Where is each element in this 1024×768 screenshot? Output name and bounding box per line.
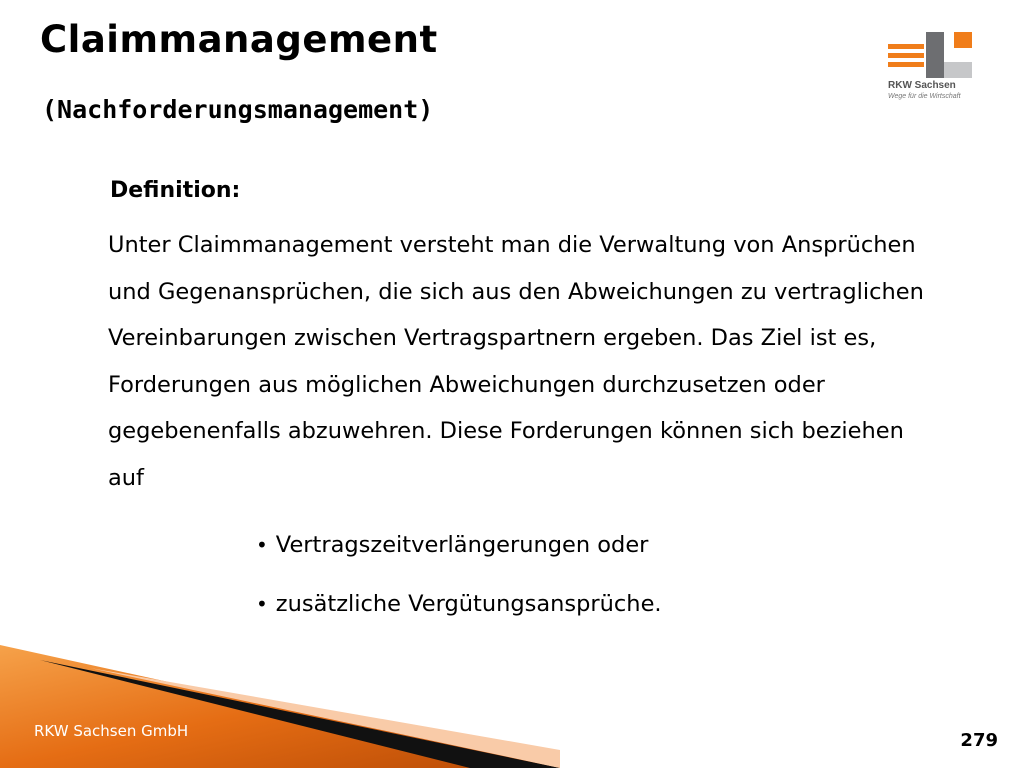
definition-heading: Definition: — [110, 178, 241, 203]
bullet-icon: • — [256, 592, 268, 616]
page-title: Claimmanagement — [40, 18, 438, 61]
definition-paragraph: Unter Claimmanagement versteht man die Verwaltung von Ansprüchen und Gegenansprüchen, die sich aus den Abweichungen zu vertraglichen Vereinbarungen zwischen Vertragspartnern ergeben. Das Ziel ist es, Forderungen aus möglichen Abweichungen durchzusetzen oder gegebenenfalls abzuwehren. Diese Forderungen können sich beziehen auf — [108, 232, 924, 491]
bullet-text: Vertragszeitverlängerungen oder — [275, 532, 649, 558]
page-number: 279 — [960, 730, 998, 751]
list-item — [256, 526, 662, 585]
decorative-swoosh — [0, 640, 560, 768]
logo-tagline: Wege für die Wirtschaft — [888, 93, 961, 100]
bullet-text: zusätzliche Vergütungsansprüche. — [275, 591, 662, 617]
footer-company: RKW Sachsen GmbH — [34, 722, 189, 740]
logo-name: RKW Sachsen — [888, 80, 956, 91]
page-subtitle: (Nachforderungsmanagement) — [42, 95, 434, 124]
bullet-icon: • — [256, 533, 268, 557]
bullet-list — [256, 526, 662, 644]
list-item — [256, 585, 662, 644]
